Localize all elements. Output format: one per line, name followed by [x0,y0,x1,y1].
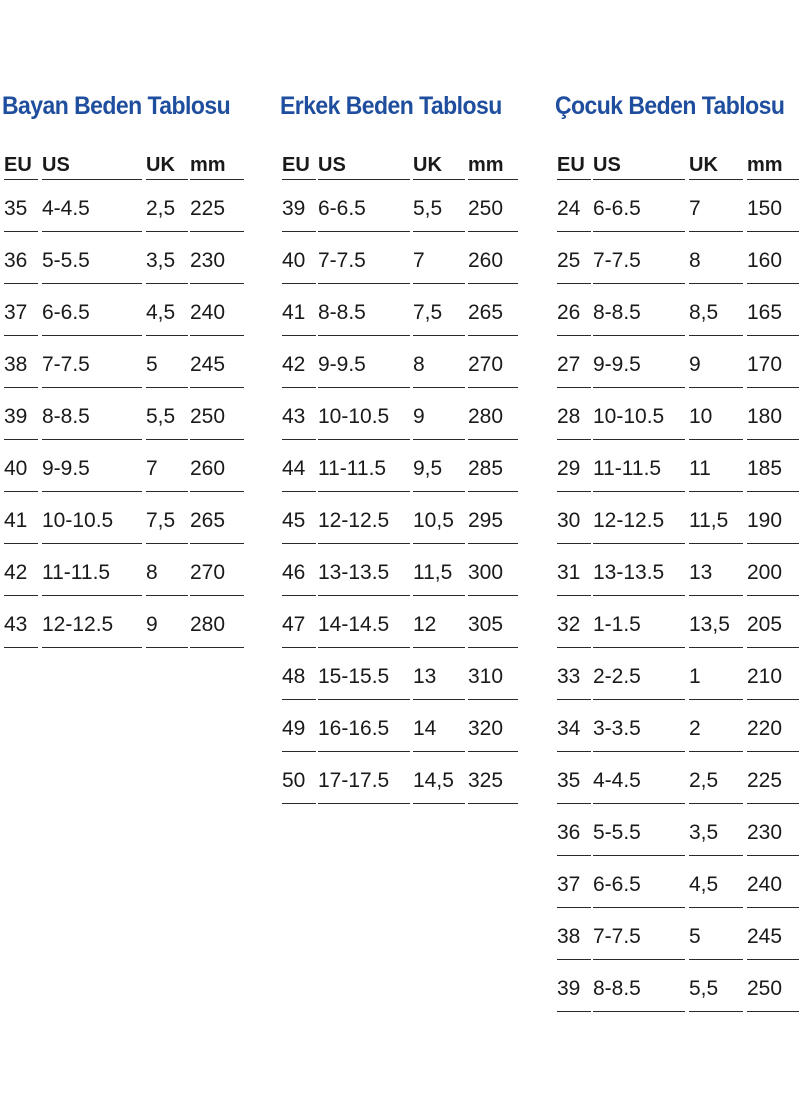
table-title: Erkek Beden Tablosu [280,92,502,120]
cell-eu: 39 [282,180,316,232]
cell-us: 12-12.5 [593,492,685,544]
cell-uk: 7,5 [413,284,465,336]
cell-us: 3-3.5 [593,700,685,752]
cell-us: 15-15.5 [318,648,410,700]
table-row [280,336,521,388]
table-row [555,804,800,856]
table-row [555,700,800,752]
cell-uk: 5 [689,908,743,960]
column-header-uk: UK [689,132,743,180]
table-row [2,180,250,232]
table-row [2,336,250,388]
cell-eu: 44 [282,440,316,492]
table-row [2,388,250,440]
cell-mm: 305 [468,596,518,648]
cell-uk: 11,5 [689,492,743,544]
cell-eu: 28 [557,388,591,440]
table-row [280,544,521,596]
cell-mm: 260 [468,232,518,284]
cell-mm: 285 [468,440,518,492]
cell-mm: 300 [468,544,518,596]
table-row [555,596,800,648]
cell-uk: 12 [413,596,465,648]
cell-eu: 38 [4,336,38,388]
table-row [555,336,800,388]
cell-eu: 49 [282,700,316,752]
cell-eu: 42 [282,336,316,388]
table-title: Çocuk Beden Tablosu [555,92,785,120]
cell-uk: 14,5 [413,752,465,804]
cell-uk: 13 [413,648,465,700]
cell-mm: 230 [190,232,244,284]
cell-us: 4-4.5 [593,752,685,804]
cell-us: 5-5.5 [593,804,685,856]
cell-us: 10-10.5 [593,388,685,440]
cell-eu: 24 [557,180,591,232]
cell-mm: 280 [468,388,518,440]
cell-us: 7-7.5 [593,908,685,960]
cell-us: 7-7.5 [42,336,142,388]
cell-uk: 14 [413,700,465,752]
cell-mm: 190 [747,492,799,544]
cell-eu: 36 [4,232,38,284]
column-header-mm: mm [468,132,518,180]
cell-us: 10-10.5 [318,388,410,440]
column-header-uk: UK [146,132,188,180]
cell-eu: 29 [557,440,591,492]
cell-eu: 43 [282,388,316,440]
cell-eu: 45 [282,492,316,544]
cell-uk: 7 [689,180,743,232]
cell-us: 16-16.5 [318,700,410,752]
cell-mm: 150 [747,180,799,232]
table-row [555,648,800,700]
cell-uk: 2 [689,700,743,752]
cell-uk: 4,5 [689,856,743,908]
cell-us: 12-12.5 [42,596,142,648]
cell-us: 7-7.5 [593,232,685,284]
cell-uk: 5,5 [146,388,188,440]
column-header-us: US [318,132,410,180]
table-title: Bayan Beden Tablosu [2,92,231,120]
column-header-uk: UK [413,132,465,180]
size-table-cocuk [555,88,800,1012]
cell-us: 9-9.5 [42,440,142,492]
cell-eu: 36 [557,804,591,856]
table-row [2,544,250,596]
column-header-us: US [42,132,142,180]
size-table-erkek [280,88,521,804]
cell-us: 8-8.5 [593,960,685,1012]
cell-eu: 33 [557,648,591,700]
cell-us: 6-6.5 [318,180,410,232]
cell-uk: 8 [689,232,743,284]
cell-eu: 30 [557,492,591,544]
column-header-mm: mm [747,132,799,180]
table-row [2,596,250,648]
cell-eu: 32 [557,596,591,648]
cell-us: 11-11.5 [42,544,142,596]
cell-mm: 230 [747,804,799,856]
cell-eu: 31 [557,544,591,596]
cell-mm: 320 [468,700,518,752]
cell-us: 12-12.5 [318,492,410,544]
cell-uk: 9 [146,596,188,648]
cell-mm: 220 [747,700,799,752]
table-row [280,752,521,804]
table-header-row [555,132,800,180]
cell-eu: 43 [4,596,38,648]
cell-us: 17-17.5 [318,752,410,804]
table-row [280,700,521,752]
table-row [2,232,250,284]
cell-mm: 245 [747,908,799,960]
cell-uk: 11 [689,440,743,492]
table-row [555,232,800,284]
cell-uk: 4,5 [146,284,188,336]
cell-mm: 240 [190,284,244,336]
cell-us: 11-11.5 [593,440,685,492]
table-row [280,232,521,284]
cell-mm: 245 [190,336,244,388]
cell-us: 2-2.5 [593,648,685,700]
cell-us: 13-13.5 [318,544,410,596]
cell-us: 1-1.5 [593,596,685,648]
cell-us: 6-6.5 [593,180,685,232]
cell-mm: 295 [468,492,518,544]
cell-mm: 270 [190,544,244,596]
cell-eu: 34 [557,700,591,752]
cell-uk: 3,5 [689,804,743,856]
cell-uk: 9 [689,336,743,388]
cell-uk: 10,5 [413,492,465,544]
table-row [555,388,800,440]
cell-eu: 41 [4,492,38,544]
cell-uk: 10 [689,388,743,440]
cell-mm: 210 [747,648,799,700]
column-header-eu: EU [282,132,316,180]
table-row [555,960,800,1012]
cell-mm: 270 [468,336,518,388]
cell-uk: 7 [146,440,188,492]
cell-us: 11-11.5 [318,440,410,492]
cell-us: 8-8.5 [42,388,142,440]
cell-mm: 265 [190,492,244,544]
cell-us: 6-6.5 [42,284,142,336]
table-row [2,284,250,336]
cell-mm: 260 [190,440,244,492]
cell-uk: 11,5 [413,544,465,596]
column-header-us: US [593,132,685,180]
table-header-row [280,132,521,180]
cell-eu: 26 [557,284,591,336]
cell-us: 9-9.5 [593,336,685,388]
table-row [280,180,521,232]
cell-us: 9-9.5 [318,336,410,388]
column-header-eu: EU [557,132,591,180]
size-table-bayan [2,88,250,648]
table-row [280,388,521,440]
cell-mm: 310 [468,648,518,700]
cell-eu: 27 [557,336,591,388]
cell-eu: 41 [282,284,316,336]
cell-us: 6-6.5 [593,856,685,908]
cell-uk: 13 [689,544,743,596]
table-row [280,492,521,544]
cell-eu: 50 [282,752,316,804]
cell-uk: 5,5 [689,960,743,1012]
table-row [2,440,250,492]
cell-us: 14-14.5 [318,596,410,648]
cell-uk: 2,5 [146,180,188,232]
cell-us: 7-7.5 [318,232,410,284]
cell-mm: 280 [190,596,244,648]
cell-eu: 47 [282,596,316,648]
cell-eu: 25 [557,232,591,284]
cell-eu: 42 [4,544,38,596]
table-row [280,648,521,700]
cell-mm: 205 [747,596,799,648]
table-row [2,492,250,544]
cell-mm: 180 [747,388,799,440]
cell-mm: 225 [190,180,244,232]
table-row [555,856,800,908]
cell-eu: 37 [557,856,591,908]
table-row [555,544,800,596]
table-row [555,908,800,960]
cell-eu: 35 [557,752,591,804]
cell-eu: 46 [282,544,316,596]
cell-mm: 225 [747,752,799,804]
table-row [555,180,800,232]
table-row [555,284,800,336]
cell-eu: 38 [557,908,591,960]
column-header-eu: EU [4,132,38,180]
cell-uk: 5,5 [413,180,465,232]
cell-us: 13-13.5 [593,544,685,596]
table-row [280,596,521,648]
cell-eu: 37 [4,284,38,336]
cell-mm: 250 [190,388,244,440]
cell-eu: 35 [4,180,38,232]
cell-eu: 40 [4,440,38,492]
cell-uk: 7 [413,232,465,284]
cell-mm: 325 [468,752,518,804]
cell-eu: 48 [282,648,316,700]
cell-mm: 160 [747,232,799,284]
table-row [555,440,800,492]
cell-mm: 240 [747,856,799,908]
cell-uk: 1 [689,648,743,700]
cell-mm: 250 [468,180,518,232]
cell-uk: 9,5 [413,440,465,492]
cell-eu: 39 [4,388,38,440]
cell-us: 5-5.5 [42,232,142,284]
cell-mm: 200 [747,544,799,596]
table-row [555,492,800,544]
table-row [280,440,521,492]
cell-uk: 5 [146,336,188,388]
cell-us: 4-4.5 [42,180,142,232]
table-row [280,284,521,336]
cell-eu: 40 [282,232,316,284]
table-header-row [2,132,250,180]
cell-us: 8-8.5 [318,284,410,336]
cell-uk: 7,5 [146,492,188,544]
cell-uk: 8 [146,544,188,596]
cell-uk: 2,5 [689,752,743,804]
cell-eu: 39 [557,960,591,1012]
cell-uk: 8 [413,336,465,388]
table-row [555,752,800,804]
cell-us: 8-8.5 [593,284,685,336]
cell-mm: 265 [468,284,518,336]
cell-uk: 9 [413,388,465,440]
cell-us: 10-10.5 [42,492,142,544]
column-header-mm: mm [190,132,244,180]
cell-uk: 8,5 [689,284,743,336]
cell-uk: 13,5 [689,596,743,648]
cell-mm: 165 [747,284,799,336]
cell-uk: 3,5 [146,232,188,284]
cell-mm: 250 [747,960,799,1012]
cell-mm: 185 [747,440,799,492]
cell-mm: 170 [747,336,799,388]
